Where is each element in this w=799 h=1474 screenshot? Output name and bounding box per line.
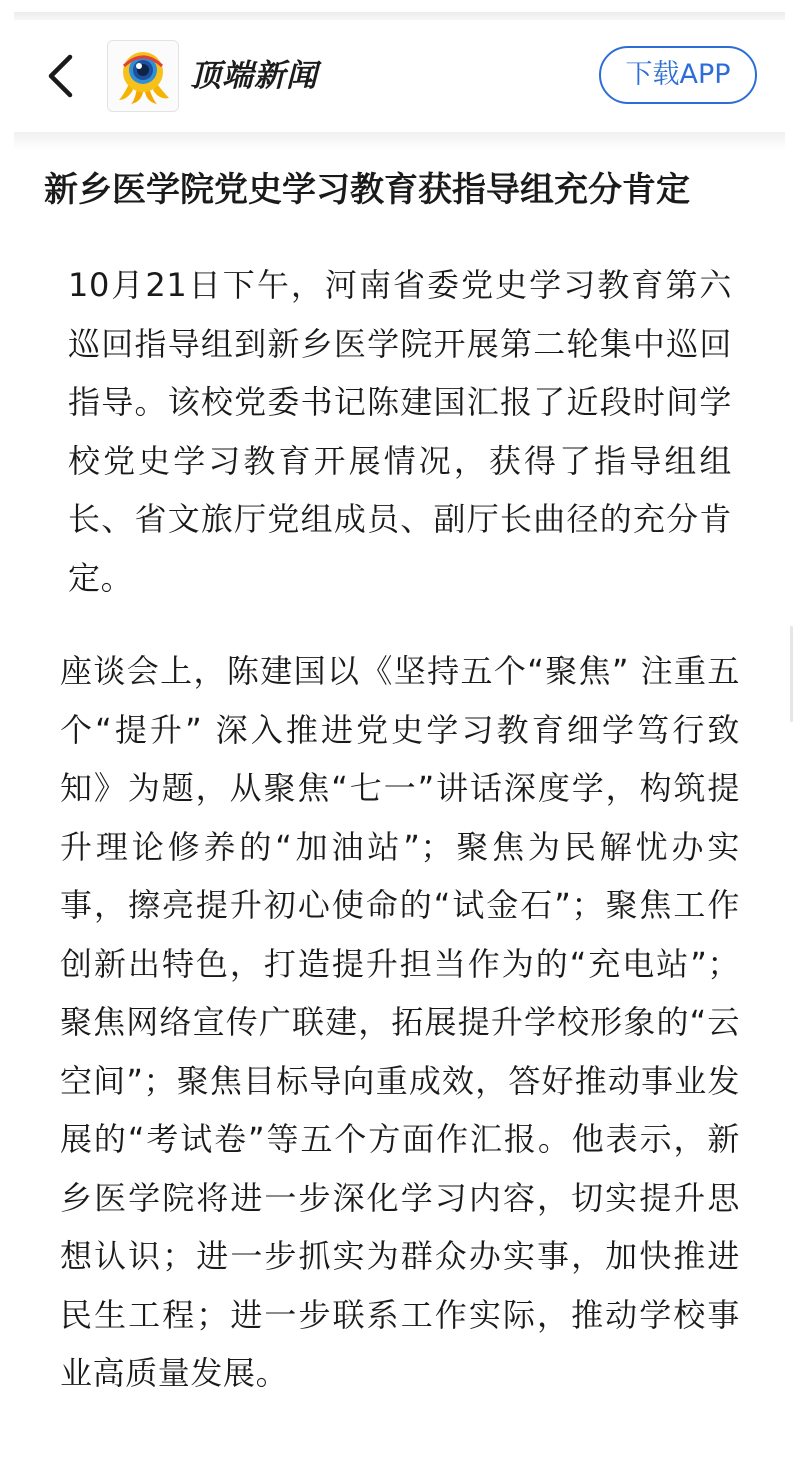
- octopus-mascot-logo: [113, 46, 173, 106]
- top-shadow: [14, 12, 785, 20]
- download-app-button[interactable]: 下载APP: [599, 46, 757, 104]
- back-button[interactable]: [38, 52, 82, 100]
- app-name: 顶端新闻: [190, 58, 318, 94]
- article-title: 新乡医学院党史学习教育获指导组充分肯定: [44, 170, 690, 210]
- chevron-left-icon: [45, 53, 75, 99]
- app-header: [0, 20, 799, 132]
- article-paragraph: 座谈会上，陈建国以《坚持五个“聚焦” 注重五个“提升” 深入推进党史学习教育细学笃行致知》为题，从聚焦“七一”讲话深度学，构筑提升理论修养的“加油站”；聚焦为民解忧办实事，擦亮提升初心使命的“试金石”；聚焦工作创新出特色，打造提升担当作为的“充电站”；聚焦网络宣传广联建，拓展提升学校形象的“云空间”；聚焦目标导向重成效，答好推动事业发展的“考试卷”等五个方面作汇报。他表示，新乡医学院将进一步深化学习内容，切实提升思想认识；进一步抓实为群众办实事，加快推进民生工程；进一步联系工作实际，推动学校事业高质量发展。: [60, 652, 740, 1392]
- header-divider: [14, 132, 785, 150]
- scroll-indicator[interactable]: [790, 626, 793, 722]
- article-paragraph: 10月21日下午，河南省委党史学习教育第六巡回指导组到新乡医学院开展第二轮集中巡回指导。该校党委书记陈建国汇报了近段时间学校党史学习教育开展情况，获得了指导组组长、省文旅厅党组成员、副厅长曲径的充分肯定。: [68, 266, 732, 597]
- app-logo: [107, 40, 179, 112]
